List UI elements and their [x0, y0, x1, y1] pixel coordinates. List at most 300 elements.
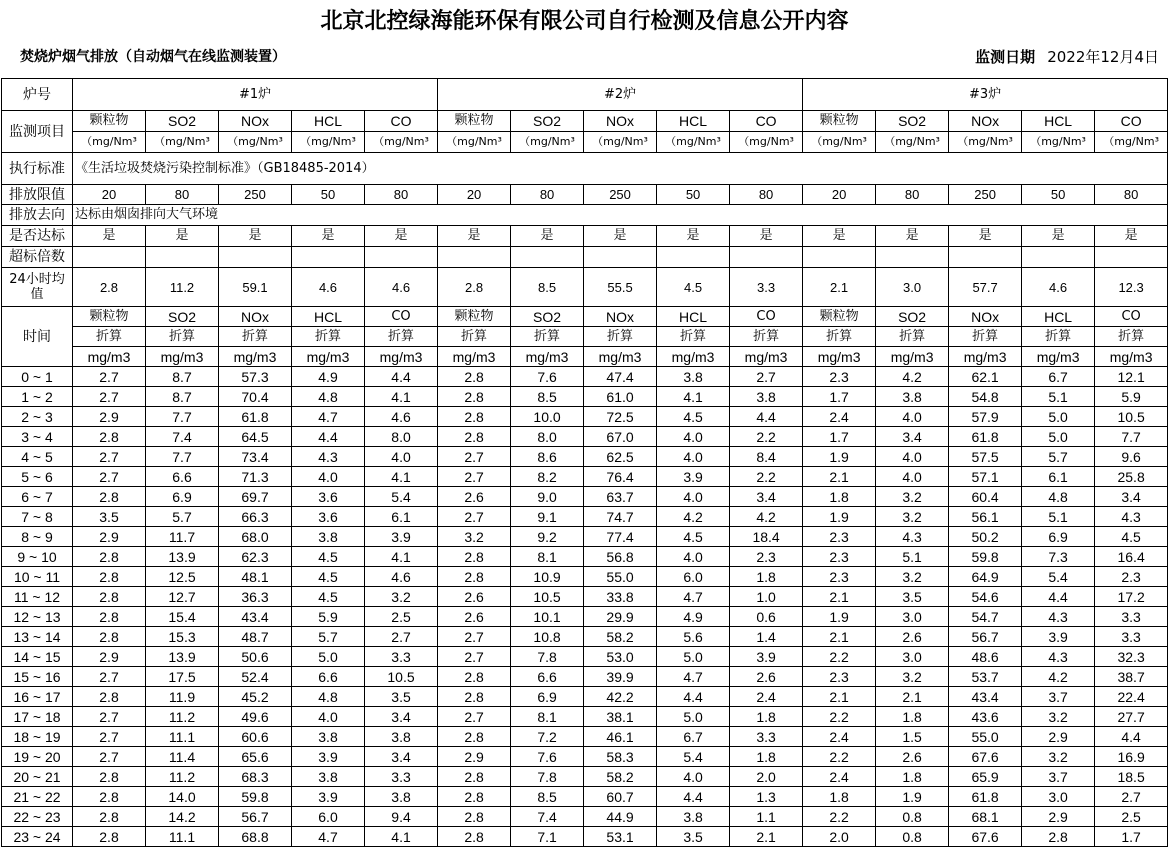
reading-value: 11.7: [146, 527, 219, 547]
item-name: HCL: [657, 307, 730, 327]
reading-value: 2.9: [1022, 727, 1095, 747]
reading-value: 1.8: [803, 487, 876, 507]
data-unit: mg/m3: [949, 347, 1022, 367]
item-unit: （mg/Nm³: [365, 132, 438, 153]
reading-value: 6.9: [511, 687, 584, 707]
reading-value: 3.5: [876, 587, 949, 607]
reading-value: 39.9: [584, 667, 657, 687]
reading-value: 2.8: [73, 767, 146, 787]
monitoring-date: [975, 46, 1159, 67]
compliant-row: [2, 226, 1168, 247]
item-unit: （mg/Nm³: [803, 132, 876, 153]
reading-value: 57.9: [949, 407, 1022, 427]
reading-value: 11.2: [146, 707, 219, 727]
reading-value: 7.6: [511, 747, 584, 767]
reading-value: 4.8: [292, 387, 365, 407]
reading-value: 3.6: [292, 487, 365, 507]
reading-value: 4.3: [1095, 507, 1168, 527]
reading-value: 3.4: [365, 707, 438, 727]
item-unit: （mg/Nm³: [146, 132, 219, 153]
reading-value: 4.0: [657, 767, 730, 787]
data-unit: mg/m3: [876, 347, 949, 367]
item-name: HCL: [292, 307, 365, 327]
reading-value: 65.6: [219, 747, 292, 767]
furnace-header: #1炉: [73, 79, 438, 111]
data-unit: mg/m3: [438, 347, 511, 367]
reading-value: 3.3: [1095, 627, 1168, 647]
reading-value: 4.6: [365, 407, 438, 427]
reading-value: 2.2: [730, 467, 803, 487]
item-name: CO: [365, 307, 438, 327]
reading-value: 62.5: [584, 447, 657, 467]
reading-value: 38.1: [584, 707, 657, 727]
reading-value: 48.6: [949, 647, 1022, 667]
reading-value: 1.9: [803, 447, 876, 467]
item-name: NOx: [949, 111, 1022, 132]
reading-value: 6.0: [292, 807, 365, 827]
average-value: 4.6: [365, 268, 438, 307]
reading-value: 22.4: [1095, 687, 1168, 707]
reading-value: 5.4: [365, 487, 438, 507]
reading-value: 2.7: [438, 647, 511, 667]
reading-value: 2.8: [438, 667, 511, 687]
reading-value: 42.2: [584, 687, 657, 707]
item-row: [2, 111, 1168, 132]
reading-value: 2.1: [803, 687, 876, 707]
limit-value: 80: [730, 185, 803, 205]
exceed-value: [219, 247, 292, 268]
reading-value: 7.2: [511, 727, 584, 747]
reading-value: 3.4: [730, 487, 803, 507]
conversion-label: 折算: [365, 327, 438, 347]
reading-value: 48.1: [219, 567, 292, 587]
reading-value: 3.4: [1095, 487, 1168, 507]
reading-value: 68.8: [219, 827, 292, 847]
item-name: HCL: [292, 111, 365, 132]
time-range: 18 ~ 19: [2, 727, 73, 747]
compliant-value: 是: [1022, 226, 1095, 247]
item-unit-row: [2, 132, 1168, 153]
reading-value: 68.1: [949, 807, 1022, 827]
item-unit: （mg/Nm³: [511, 132, 584, 153]
reading-value: 2.9: [438, 747, 511, 767]
reading-value: 46.1: [584, 727, 657, 747]
reading-value: 4.7: [292, 407, 365, 427]
item-name: HCL: [1022, 307, 1095, 327]
compliant-value: 是: [365, 226, 438, 247]
table-row: [2, 547, 1168, 567]
reading-value: 58.2: [584, 767, 657, 787]
item-unit: （mg/Nm³: [584, 132, 657, 153]
reading-value: 8.7: [146, 387, 219, 407]
data-unit: mg/m3: [292, 347, 365, 367]
reading-value: 1.9: [803, 607, 876, 627]
reading-value: 56.7: [949, 627, 1022, 647]
average-value: 3.0: [876, 268, 949, 307]
reading-value: 2.0: [803, 827, 876, 847]
reading-value: 14.0: [146, 787, 219, 807]
reading-value: 43.4: [219, 607, 292, 627]
reading-value: 3.3: [365, 647, 438, 667]
reading-value: 7.8: [511, 767, 584, 787]
reading-value: 49.6: [219, 707, 292, 727]
reading-value: 2.8: [73, 607, 146, 627]
item-name: HCL: [657, 111, 730, 132]
reading-value: 9.2: [511, 527, 584, 547]
item-name: 颗粒物: [73, 307, 146, 327]
reading-value: 4.9: [292, 367, 365, 387]
reading-value: 2.8: [438, 367, 511, 387]
reading-value: 2.2: [803, 747, 876, 767]
reading-value: 2.6: [438, 487, 511, 507]
reading-value: 32.3: [1095, 647, 1168, 667]
reading-value: 5.4: [657, 747, 730, 767]
reading-value: 3.0: [876, 647, 949, 667]
reading-value: 3.0: [876, 607, 949, 627]
item-unit: （mg/Nm³: [876, 132, 949, 153]
reading-value: 1.8: [730, 747, 803, 767]
reading-value: 4.1: [657, 387, 730, 407]
conversion-label: 折算: [438, 327, 511, 347]
reading-value: 2.7: [73, 387, 146, 407]
reading-value: 2.7: [365, 627, 438, 647]
item-unit: （mg/Nm³: [1095, 132, 1168, 153]
reading-value: 5.1: [876, 547, 949, 567]
reading-value: 3.5: [365, 687, 438, 707]
average-value: 2.1: [803, 268, 876, 307]
exceed-row: [2, 247, 1168, 268]
reading-value: 53.1: [584, 827, 657, 847]
reading-value: 60.6: [219, 727, 292, 747]
average-value: 11.2: [146, 268, 219, 307]
reading-value: 6.9: [1022, 527, 1095, 547]
table-row: [2, 747, 1168, 767]
reading-value: 5.7: [146, 507, 219, 527]
emission-table: [1, 78, 1168, 847]
reading-value: 10.0: [511, 407, 584, 427]
reading-value: 50.6: [219, 647, 292, 667]
time-label: 时间: [2, 307, 73, 367]
reading-value: 4.0: [657, 547, 730, 567]
reading-value: 4.4: [292, 427, 365, 447]
average-label: 24小时均值: [2, 268, 73, 307]
reading-value: 3.2: [876, 487, 949, 507]
compliant-value: 是: [730, 226, 803, 247]
reading-value: 54.7: [949, 607, 1022, 627]
reading-value: 2.8: [73, 807, 146, 827]
reading-value: 61.8: [219, 407, 292, 427]
time-range: 7 ~ 8: [2, 507, 73, 527]
reading-value: 2.3: [803, 547, 876, 567]
reading-value: 2.8: [73, 787, 146, 807]
time-range: 6 ~ 7: [2, 487, 73, 507]
page-subtitle: 焚烧炉烟气排放（自动烟气在线监测装置）: [20, 49, 286, 65]
item-name: 颗粒物: [803, 111, 876, 132]
reading-value: 3.8: [292, 527, 365, 547]
time-range: 3 ~ 4: [2, 427, 73, 447]
item-name: SO2: [511, 111, 584, 132]
reading-value: 61.8: [949, 427, 1022, 447]
reading-value: 60.7: [584, 787, 657, 807]
reading-value: 5.0: [1022, 407, 1095, 427]
reading-value: 2.8: [438, 787, 511, 807]
reading-value: 5.9: [1095, 387, 1168, 407]
compliant-value: 是: [73, 226, 146, 247]
compliant-value: 是: [657, 226, 730, 247]
reading-value: 68.0: [219, 527, 292, 547]
item-unit: （mg/Nm³: [730, 132, 803, 153]
reading-value: 2.8: [73, 427, 146, 447]
exceed-value: [365, 247, 438, 268]
reading-value: 0.8: [876, 807, 949, 827]
reading-value: 3.5: [657, 827, 730, 847]
reading-value: 62.1: [949, 367, 1022, 387]
reading-value: 3.8: [365, 787, 438, 807]
reading-value: 3.8: [292, 767, 365, 787]
reading-value: 2.6: [438, 607, 511, 627]
reading-value: 2.7: [438, 507, 511, 527]
reading-value: 4.8: [1022, 487, 1095, 507]
item-unit: （mg/Nm³: [949, 132, 1022, 153]
reading-value: 8.6: [511, 447, 584, 467]
limit-value: 80: [146, 185, 219, 205]
reading-value: 7.4: [146, 427, 219, 447]
reading-value: 5.1: [1022, 507, 1095, 527]
average-value: 3.3: [730, 268, 803, 307]
average-value: 4.6: [1022, 268, 1095, 307]
date-label: 监测日期: [975, 48, 1036, 66]
reading-value: 3.8: [292, 727, 365, 747]
reading-value: 4.0: [657, 487, 730, 507]
exceed-value: [803, 247, 876, 268]
reading-value: 2.8: [438, 567, 511, 587]
reading-value: 2.8: [73, 827, 146, 847]
reading-value: 2.8: [438, 387, 511, 407]
time-range: 17 ~ 18: [2, 707, 73, 727]
reading-value: 2.7: [73, 367, 146, 387]
reading-value: 2.4: [803, 727, 876, 747]
reading-value: 9.6: [1095, 447, 1168, 467]
reading-value: 2.7: [73, 667, 146, 687]
table-row: [2, 387, 1168, 407]
item-name: CO: [730, 307, 803, 327]
reading-value: 2.5: [1095, 807, 1168, 827]
average-value: 59.1: [219, 268, 292, 307]
data-unit: mg/m3: [73, 347, 146, 367]
reading-value: 3.2: [1022, 747, 1095, 767]
reading-value: 2.8: [73, 487, 146, 507]
conversion-row: [2, 327, 1168, 347]
reading-value: 61.8: [949, 787, 1022, 807]
reading-value: 1.9: [803, 507, 876, 527]
reading-value: 5.1: [1022, 387, 1095, 407]
average-value: 57.7: [949, 268, 1022, 307]
reading-value: 10.5: [511, 587, 584, 607]
reading-value: 2.3: [803, 567, 876, 587]
reading-value: 3.2: [876, 507, 949, 527]
table-row: [2, 567, 1168, 587]
exceed-value: [949, 247, 1022, 268]
exceed-value: [73, 247, 146, 268]
reading-value: 27.7: [1095, 707, 1168, 727]
reading-value: 2.8: [438, 827, 511, 847]
reading-value: 54.8: [949, 387, 1022, 407]
reading-value: 2.9: [73, 407, 146, 427]
item-name: NOx: [219, 307, 292, 327]
reading-value: 9.1: [511, 507, 584, 527]
reading-value: 0.8: [876, 827, 949, 847]
reading-value: 4.0: [876, 467, 949, 487]
compliant-value: 是: [292, 226, 365, 247]
table-row: [2, 707, 1168, 727]
conversion-label: 折算: [657, 327, 730, 347]
compliant-value: 是: [876, 226, 949, 247]
reading-value: 5.7: [1022, 447, 1095, 467]
reading-value: 2.8: [438, 767, 511, 787]
reading-value: 3.4: [365, 747, 438, 767]
date-value: 2022年12月4日: [1047, 48, 1159, 66]
reading-value: 57.5: [949, 447, 1022, 467]
table-row: [2, 647, 1168, 667]
average-value: 2.8: [438, 268, 511, 307]
reading-value: 1.9: [876, 787, 949, 807]
reading-value: 2.1: [803, 627, 876, 647]
reading-value: 56.8: [584, 547, 657, 567]
exceed-value: [511, 247, 584, 268]
average-value: 2.8: [73, 268, 146, 307]
direction-row: [2, 205, 1168, 226]
table-row: [2, 487, 1168, 507]
item-name: SO2: [146, 111, 219, 132]
time-range: 13 ~ 14: [2, 627, 73, 647]
reading-value: 63.7: [584, 487, 657, 507]
reading-value: 48.7: [219, 627, 292, 647]
reading-value: 3.7: [1022, 767, 1095, 787]
reading-value: 4.5: [657, 527, 730, 547]
data-unit: mg/m3: [730, 347, 803, 367]
reading-value: 8.1: [511, 707, 584, 727]
time-range: 23 ~ 24: [2, 827, 73, 847]
exceed-value: [292, 247, 365, 268]
reading-value: 6.1: [365, 507, 438, 527]
reading-value: 10.1: [511, 607, 584, 627]
table-row: [2, 447, 1168, 467]
reading-value: 8.1: [511, 547, 584, 567]
reading-value: 3.9: [292, 747, 365, 767]
reading-value: 25.8: [1095, 467, 1168, 487]
compliant-value: 是: [1095, 226, 1168, 247]
reading-value: 6.9: [146, 487, 219, 507]
reading-value: 47.4: [584, 367, 657, 387]
reading-value: 3.9: [292, 787, 365, 807]
limit-row: [2, 185, 1168, 205]
reading-value: 12.7: [146, 587, 219, 607]
time-range: 9 ~ 10: [2, 547, 73, 567]
reading-value: 2.8: [438, 427, 511, 447]
conversion-label: 折算: [1022, 327, 1095, 347]
reading-value: 4.4: [657, 787, 730, 807]
reading-value: 2.7: [438, 467, 511, 487]
limit-value: 250: [584, 185, 657, 205]
reading-value: 71.3: [219, 467, 292, 487]
table-row: [2, 507, 1168, 527]
exceed-value: [584, 247, 657, 268]
reading-value: 3.2: [438, 527, 511, 547]
reading-value: 4.1: [365, 387, 438, 407]
time-range: 12 ~ 13: [2, 607, 73, 627]
compliant-value: 是: [219, 226, 292, 247]
furnace-header: #2炉: [438, 79, 803, 111]
data-unit-row: [2, 347, 1168, 367]
reading-value: 7.1: [511, 827, 584, 847]
reading-value: 2.5: [365, 607, 438, 627]
reading-value: 8.2: [511, 467, 584, 487]
reading-value: 3.0: [1022, 787, 1095, 807]
reading-value: 2.7: [73, 467, 146, 487]
limit-value: 50: [292, 185, 365, 205]
reading-value: 58.3: [584, 747, 657, 767]
furnace-row: [2, 79, 1168, 111]
reading-value: 44.9: [584, 807, 657, 827]
reading-value: 5.0: [1022, 427, 1095, 447]
reading-value: 4.7: [657, 587, 730, 607]
reading-value: 2.8: [73, 627, 146, 647]
reading-value: 4.3: [876, 527, 949, 547]
exceed-value: [1095, 247, 1168, 268]
reading-value: 7.7: [146, 447, 219, 467]
time-range: 11 ~ 12: [2, 587, 73, 607]
furnace-header: #3炉: [803, 79, 1168, 111]
reading-value: 5.9: [292, 607, 365, 627]
reading-value: 7.6: [511, 367, 584, 387]
item-name: CO: [1095, 111, 1168, 132]
reading-value: 11.9: [146, 687, 219, 707]
reading-value: 7.3: [1022, 547, 1095, 567]
reading-value: 38.7: [1095, 667, 1168, 687]
reading-value: 2.6: [876, 627, 949, 647]
reading-value: 55.0: [584, 567, 657, 587]
reading-value: 53.0: [584, 647, 657, 667]
table-row: [2, 687, 1168, 707]
reading-value: 2.2: [803, 707, 876, 727]
reading-value: 2.4: [803, 407, 876, 427]
reading-value: 9.0: [511, 487, 584, 507]
time-header-row: [2, 307, 1168, 327]
reading-value: 2.2: [803, 807, 876, 827]
time-range: 14 ~ 15: [2, 647, 73, 667]
reading-value: 4.2: [657, 507, 730, 527]
limit-value: 80: [1095, 185, 1168, 205]
reading-value: 4.4: [1095, 727, 1168, 747]
reading-value: 3.2: [1022, 707, 1095, 727]
item-unit: （mg/Nm³: [438, 132, 511, 153]
reading-value: 8.0: [511, 427, 584, 447]
time-range: 5 ~ 6: [2, 467, 73, 487]
reading-value: 4.1: [365, 467, 438, 487]
table-row: [2, 407, 1168, 427]
reading-value: 12.1: [1095, 367, 1168, 387]
item-name: SO2: [876, 307, 949, 327]
reading-value: 67.6: [949, 827, 1022, 847]
reading-value: 61.0: [584, 387, 657, 407]
item-name: CO: [730, 111, 803, 132]
reading-value: 43.6: [949, 707, 1022, 727]
reading-value: 56.1: [949, 507, 1022, 527]
reading-value: 15.4: [146, 607, 219, 627]
conversion-label: 折算: [803, 327, 876, 347]
reading-value: 73.4: [219, 447, 292, 467]
reading-value: 4.4: [657, 687, 730, 707]
